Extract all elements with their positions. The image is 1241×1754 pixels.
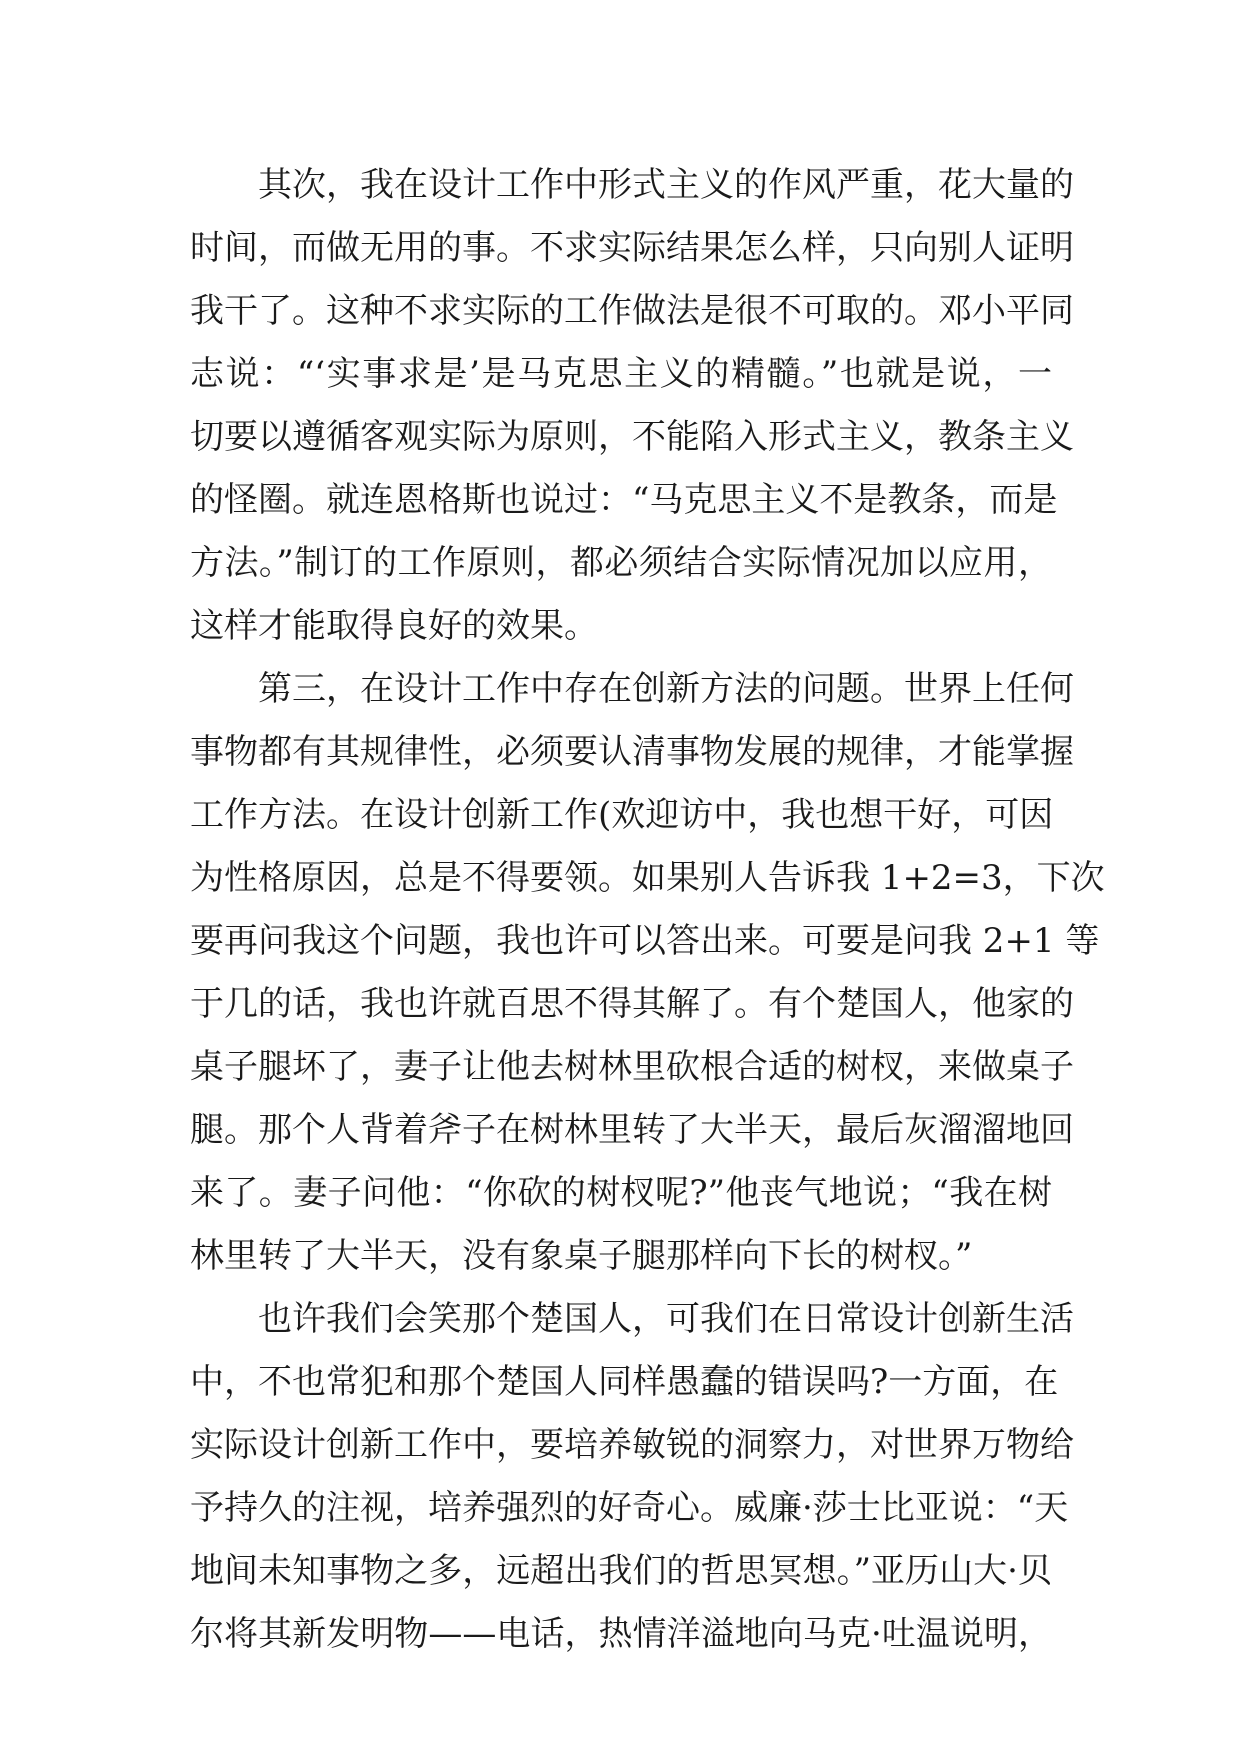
text-line: 的怪圈。就连恩格斯也说过：“马克思主义不是教条，而是 xyxy=(190,480,1058,520)
text-line: 中，不也常犯和那个楚国人同样愚蠢的错误吗?一方面，在 xyxy=(190,1362,1059,1402)
text-line: 实际设计创新工作中，要培养敏锐的洞察力，对世界万物给 xyxy=(190,1425,1074,1465)
text-line: 要再问我这个问题，我也许可以答出来。可要是问我 2+1 等 xyxy=(190,921,1100,961)
text-line: 地间未知事物之多，远超出我们的哲思冥想。”亚历山大·贝 xyxy=(190,1551,1052,1591)
text-line: 工作方法。在设计创新工作(欢迎访中，我也想干好，可因 xyxy=(190,795,1054,835)
text-line: 切要以遵循客观实际为原则，不能陷入形式主义，教条主义 xyxy=(190,417,1074,457)
text-line: 予持久的注视，培养强烈的好奇心。威廉·莎士比亚说：“天 xyxy=(190,1488,1069,1528)
text-line: 林里转了大半天，没有象桌子腿那样向下长的树杈。” xyxy=(190,1236,973,1276)
text-line: 腿。那个人背着斧子在树林里转了大半天，最后灰溜溜地回 xyxy=(190,1110,1074,1150)
text-line: 于几的话，我也许就百思不得其解了。有个楚国人，他家的 xyxy=(190,984,1074,1024)
text-line: 我干了。这种不求实际的工作做法是很不可取的。邓小平同 xyxy=(190,291,1074,331)
text-line: 时间，而做无用的事。不求实际结果怎么样，只向别人证明 xyxy=(190,228,1074,268)
text-line: 这样才能取得良好的效果。 xyxy=(190,606,598,646)
document-body xyxy=(190,154,1105,1666)
text-line: 第三，在设计工作中存在创新方法的问题。世界上任何 xyxy=(258,669,1074,709)
text-line: 来了。妻子问他：“你砍的树杈呢?”他丧气地说；“我在树 xyxy=(190,1173,1052,1213)
text-line: 志说：“‘实事求是’是马克思主义的精髓。”也就是说，一 xyxy=(190,354,1052,394)
text-line: 桌子腿坏了，妻子让他去树林里砍根合适的树杈，来做桌子 xyxy=(190,1047,1074,1087)
text-line: 事物都有其规律性，必须要认清事物发展的规律，才能掌握 xyxy=(190,732,1074,772)
text-line: 方法。”制订的工作原则，都必须结合实际情况加以应用， xyxy=(190,543,1052,583)
text-line: 其次，我在设计工作中形式主义的作风严重，花大量的 xyxy=(258,165,1074,205)
text-line: 也许我们会笑那个楚国人，可我们在日常设计创新生活 xyxy=(258,1299,1074,1339)
text-line: 尔将其新发明物——电话，热情洋溢地向马克·吐温说明， xyxy=(190,1614,1052,1654)
text-line: 为性格原因，总是不得要领。如果别人告诉我 1+2=3，下次 xyxy=(190,858,1105,898)
